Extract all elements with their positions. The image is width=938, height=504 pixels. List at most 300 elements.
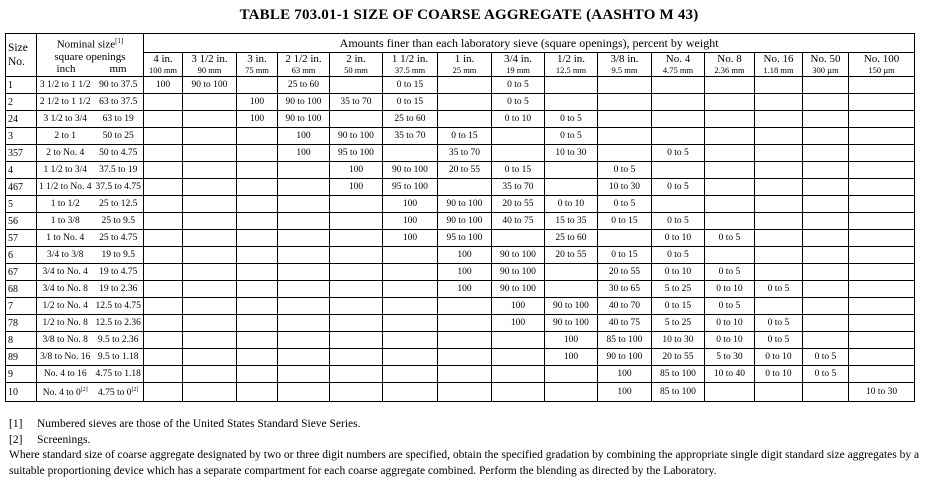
gradation-cell-text: 90 to 100 xyxy=(500,249,536,260)
gradation-cell xyxy=(755,247,803,264)
gradation-cell xyxy=(652,145,705,162)
gradation-cell xyxy=(652,196,705,213)
sieve-header xyxy=(237,53,278,77)
sieve-metric: 75 mm xyxy=(245,65,269,75)
gradation-cell xyxy=(330,77,383,94)
nominal-mm-cell xyxy=(94,383,144,402)
table-row xyxy=(6,383,915,402)
gradation-cell xyxy=(705,332,755,349)
nominal-inch-cell xyxy=(37,196,94,213)
gradation-cell xyxy=(183,366,237,383)
gradation-cell-text: 0 to 5 xyxy=(613,198,636,209)
gradation-cell xyxy=(849,196,915,213)
gradation-cell xyxy=(183,145,237,162)
gradation-cell xyxy=(652,213,705,230)
sieve-metric: 2.36 mm xyxy=(714,65,745,75)
sieve-metric: 150 µm xyxy=(868,65,895,75)
gradation-cell xyxy=(705,315,755,332)
gradation-cell xyxy=(598,111,652,128)
gradation-cell-text: 0 to 5 xyxy=(667,249,689,260)
gradation-cell xyxy=(755,94,803,111)
gradation-cell xyxy=(383,145,438,162)
gradation-cell xyxy=(598,196,652,213)
gradation-cell-text: 0 to 5 xyxy=(507,79,529,90)
nominal-mm-cell-text: 9.5 to 1.18 xyxy=(97,351,139,362)
gradation-cell xyxy=(492,111,545,128)
gradation-cell-text: 100 xyxy=(457,283,472,294)
gradation-cell xyxy=(849,77,915,94)
gradation-cell xyxy=(803,332,849,349)
gradation-cell xyxy=(545,247,598,264)
nominal-inch-cell xyxy=(37,77,94,94)
sieve-name: 4 in. xyxy=(153,53,173,65)
nominal-mm-cell xyxy=(94,366,144,383)
size-number-cell-text: 6 xyxy=(8,249,13,261)
square-openings-label: square openings xyxy=(54,50,126,63)
gradation-cell-text: 0 to 10 xyxy=(716,283,743,294)
size-number-cell xyxy=(6,77,37,94)
gradation-cell-text: 0 to 5 xyxy=(718,300,741,311)
gradation-cell xyxy=(652,264,705,281)
gradation-cell xyxy=(803,247,849,264)
gradation-cell xyxy=(755,281,803,298)
gradation-cell xyxy=(330,213,383,230)
screenings-footnote-ref: [2] xyxy=(131,387,139,393)
gradation-cell xyxy=(237,281,278,298)
sieve-header xyxy=(652,53,705,77)
gradation-cell xyxy=(330,332,383,349)
gradation-cell xyxy=(803,94,849,111)
sieve-metric: 100 mm xyxy=(148,65,178,75)
gradation-cell xyxy=(330,230,383,247)
size-number-cell xyxy=(6,366,37,383)
gradation-cell xyxy=(705,383,755,402)
gradation-cell-text: 5 to 25 xyxy=(664,283,692,294)
gradation-cell xyxy=(237,162,278,179)
gradation-cell xyxy=(755,77,803,94)
nominal-inch-cell-text: 3/8 to No. 16 xyxy=(40,351,91,362)
gradation-cell xyxy=(492,213,545,230)
size-number-cell xyxy=(6,196,37,213)
table-row xyxy=(6,94,915,111)
table-row xyxy=(6,111,915,128)
gradation-cell xyxy=(383,213,438,230)
gradation-cell xyxy=(237,332,278,349)
sieve-name: 2 1/2 in. xyxy=(285,53,322,65)
gradation-cell-text: 20 to 55 xyxy=(555,249,587,260)
gradation-cell xyxy=(144,264,183,281)
gradation-cell xyxy=(278,196,330,213)
gradation-cell-text: 100 xyxy=(563,334,579,345)
gradation-cell xyxy=(705,264,755,281)
size-number-cell-text: 68 xyxy=(8,283,18,295)
gradation-cell xyxy=(652,366,705,383)
table-row xyxy=(6,77,915,94)
footnote-1 xyxy=(9,417,934,433)
gradation-cell xyxy=(803,128,849,145)
gradation-cell xyxy=(237,77,278,94)
gradation-cell-text: 30 to 65 xyxy=(608,283,641,294)
gradation-cell xyxy=(652,94,705,111)
gradation-cell-text: 90 to 100 xyxy=(446,215,483,226)
table-row xyxy=(6,128,915,145)
gradation-cell xyxy=(438,179,492,196)
gradation-cell xyxy=(849,315,915,332)
gradation-cell-text: 100 xyxy=(563,351,579,362)
size-number-cell xyxy=(6,315,37,332)
gradation-cell xyxy=(755,349,803,366)
gradation-cell-text: 100 xyxy=(249,96,265,107)
nominal-inch-cell xyxy=(37,230,94,247)
nominal-mm-cell-text: 50 to 25 xyxy=(102,130,134,141)
gradation-cell xyxy=(183,162,237,179)
gradation-cell xyxy=(383,128,438,145)
gradation-cell xyxy=(849,111,915,128)
gradation-cell xyxy=(183,213,237,230)
gradation-cell-text: 0 to 5 xyxy=(718,232,741,243)
footnote-1-text: Numbered sieves are those of the United States Standard Sieve Series. xyxy=(37,418,361,430)
gradation-cell xyxy=(598,349,652,366)
gradation-cell xyxy=(545,281,598,298)
gradation-cell xyxy=(705,281,755,298)
gradation-cell xyxy=(278,281,330,298)
gradation-cell xyxy=(144,213,183,230)
sieve-header xyxy=(545,53,598,77)
gradation-cell xyxy=(545,94,598,111)
gradation-cell-text: 25 to 60 xyxy=(394,113,426,124)
nominal-inch-cell-text: 1 1/2 to No. 4 xyxy=(38,181,92,192)
gradation-cell xyxy=(383,230,438,247)
coarse-aggregate-table xyxy=(5,33,915,402)
sieve-name: 1/2 in. xyxy=(556,53,586,65)
gradation-cell xyxy=(803,196,849,213)
gradation-cell xyxy=(545,366,598,383)
gradation-cell xyxy=(705,145,755,162)
gradation-cell xyxy=(849,281,915,298)
gradation-cell-text: 0 to 15 xyxy=(664,300,692,311)
gradation-cell xyxy=(278,332,330,349)
gradation-cell-text: 100 xyxy=(249,113,265,124)
gradation-cell xyxy=(183,383,237,402)
nominal-mm-cell-text: 4.75 to 0 xyxy=(97,388,132,399)
gradation-cell xyxy=(183,230,237,247)
gradation-cell xyxy=(237,349,278,366)
gradation-cell-text: 100 xyxy=(510,300,526,311)
gradation-cell xyxy=(492,77,545,94)
gradation-cell xyxy=(849,247,915,264)
gradation-cell-text: 0 to 15 xyxy=(611,215,638,226)
sieve-name: 3 1/2 in. xyxy=(191,53,228,65)
gradation-cell xyxy=(598,298,652,315)
gradation-cell-text: 0 to 10 xyxy=(557,198,585,209)
sieve-metric: 25 mm xyxy=(452,65,477,75)
gradation-cell-text: 0 to 15 xyxy=(451,130,478,141)
gradation-cell xyxy=(183,264,237,281)
size-number-cell xyxy=(6,332,37,349)
nominal-inch-cell xyxy=(37,264,94,281)
gradation-cell xyxy=(803,162,849,179)
inch-label: inch xyxy=(56,62,76,75)
gradation-cell xyxy=(383,383,438,402)
nominal-inch-cell-text: 3 1/2 to 1 1/2 xyxy=(39,79,91,90)
gradation-cell xyxy=(330,264,383,281)
gradation-cell xyxy=(849,332,915,349)
nominal-inch-cell-text: 3/8 to No. 8 xyxy=(42,334,88,345)
gradation-cell xyxy=(652,383,705,402)
gradation-cell xyxy=(598,281,652,298)
nominal-mm-cell-text: 12.5 to 4.75 xyxy=(95,300,141,311)
nominal-mm-cell xyxy=(94,298,144,315)
gradation-cell xyxy=(598,383,652,402)
gradation-cell xyxy=(755,315,803,332)
gradation-cell xyxy=(755,111,803,128)
gradation-cell-text: 90 to 100 xyxy=(606,351,643,362)
nominal-inch-cell-text: 2 1/2 to 1 1/2 xyxy=(39,96,91,107)
gradation-cell xyxy=(545,145,598,162)
gradation-cell xyxy=(598,77,652,94)
gradation-cell xyxy=(438,230,492,247)
gradation-cell xyxy=(278,298,330,315)
table-row xyxy=(6,196,915,213)
gradation-cell xyxy=(652,128,705,145)
gradation-cell xyxy=(849,213,915,230)
gradation-cell-text: 90 to 100 xyxy=(446,198,483,209)
sieve-name: 1 in. xyxy=(454,53,475,65)
gradation-cell xyxy=(492,349,545,366)
gradation-cell-text: 0 to 10 xyxy=(664,232,692,243)
gradation-cell xyxy=(438,196,492,213)
gradation-cell-text: 95 to 100 xyxy=(338,147,374,158)
gradation-cell xyxy=(803,111,849,128)
sieve-name: No. 100 xyxy=(863,53,900,65)
footnote-2 xyxy=(9,433,934,449)
gradation-cell xyxy=(237,128,278,145)
gradation-cell xyxy=(755,332,803,349)
screenings-footnote-ref: [2] xyxy=(80,387,88,393)
gradation-cell-text: 20 to 55 xyxy=(608,266,641,277)
gradation-cell xyxy=(144,94,183,111)
gradation-cell xyxy=(183,281,237,298)
gradation-cell xyxy=(545,162,598,179)
gradation-cell-text: 40 to 75 xyxy=(502,215,534,226)
nominal-inch-cell xyxy=(37,315,94,332)
gradation-cell xyxy=(278,264,330,281)
gradation-cell xyxy=(438,315,492,332)
gradation-cell xyxy=(803,366,849,383)
gradation-cell-text: 90 to 100 xyxy=(338,130,374,141)
nominal-inch-cell xyxy=(37,213,94,230)
sieve-header xyxy=(755,53,803,77)
gradation-cell xyxy=(383,94,438,111)
gradation-cell-text: 100 xyxy=(348,181,364,192)
gradation-cell xyxy=(330,298,383,315)
nominal-mm-cell-text: 63 to 19 xyxy=(102,113,134,124)
gradation-cell xyxy=(278,383,330,402)
gradation-cell xyxy=(705,366,755,383)
size-number-cell xyxy=(6,213,37,230)
nominal-inch-cell-text: 3 1/2 to 3/4 xyxy=(43,113,88,124)
nominal-inch-cell xyxy=(37,179,94,196)
nominal-mm-cell-text: 25 to 4.75 xyxy=(99,232,138,243)
sieve-name: 3 in. xyxy=(247,53,267,65)
gradation-cell xyxy=(803,230,849,247)
gradation-cell xyxy=(849,94,915,111)
size-header-label: Size xyxy=(8,42,28,54)
gradation-cell xyxy=(278,315,330,332)
gradation-cell xyxy=(705,247,755,264)
size-number-cell-text: 78 xyxy=(8,317,18,329)
sieve-header xyxy=(598,53,652,77)
gradation-cell xyxy=(545,315,598,332)
sieve-name: No. 16 xyxy=(763,53,794,65)
gradation-cell xyxy=(330,281,383,298)
gradation-cell xyxy=(545,349,598,366)
gradation-cell xyxy=(849,349,915,366)
nominal-mm-cell xyxy=(94,332,144,349)
gradation-cell xyxy=(383,366,438,383)
nominal-mm-cell xyxy=(94,77,144,94)
gradation-cell xyxy=(598,315,652,332)
gradation-cell xyxy=(492,179,545,196)
gradation-cell xyxy=(705,196,755,213)
nominal-mm-cell xyxy=(94,162,144,179)
nominal-inch-cell-text: 3/4 to No. 4 xyxy=(42,266,88,277)
sieve-header xyxy=(492,53,545,77)
nominal-inch-cell-text: 1 to 1/2 xyxy=(50,198,80,209)
gradation-cell xyxy=(144,145,183,162)
size-no-header xyxy=(6,34,37,77)
gradation-cell xyxy=(278,247,330,264)
gradation-cell xyxy=(438,77,492,94)
nominal-mm-cell-text: 9.5 to 2.36 xyxy=(97,334,139,345)
gradation-cell xyxy=(183,247,237,264)
gradation-cell xyxy=(183,94,237,111)
gradation-cell xyxy=(237,366,278,383)
gradation-cell xyxy=(705,230,755,247)
amounts-finer-header: Amounts finer than each laboratory sieve (square openings), percent by weight xyxy=(144,34,915,53)
size-number-cell xyxy=(6,145,37,162)
gradation-cell xyxy=(705,128,755,145)
size-number-cell-text: 4 xyxy=(8,164,13,176)
nominal-mm-cell xyxy=(94,111,144,128)
gradation-cell-text: 95 to 100 xyxy=(446,232,483,243)
nominal-inch-cell-text: 1/2 to No. 8 xyxy=(42,317,88,328)
gradation-cell xyxy=(383,77,438,94)
gradation-cell xyxy=(545,298,598,315)
nominal-mm-cell-text: 25 to 9.5 xyxy=(101,215,135,226)
gradation-cell xyxy=(278,349,330,366)
nominal-mm-cell xyxy=(94,230,144,247)
nominal-mm-cell-text: 25 to 12.5 xyxy=(99,198,138,209)
gradation-cell-text: 10 to 30 xyxy=(866,386,898,397)
gradation-cell-text: 35 to 70 xyxy=(394,130,426,141)
gradation-cell xyxy=(598,162,652,179)
blending-note: Where standard size of coarse aggregate designated by two or three digit numbers are specified, obtain the specified gradation by combining the appropriate single digit standard size aggregates by a suitable proportioning device which has a separate compartment for each coarse aggregate combined. Perform the blending as directed by the Laboratory. xyxy=(9,449,920,477)
gradation-cell xyxy=(438,383,492,402)
nominal-inch-cell-text: 2 to 1 xyxy=(54,130,77,141)
gradation-cell xyxy=(803,77,849,94)
gradation-cell-text: 0 to 5 xyxy=(507,96,529,107)
gradation-cell xyxy=(330,349,383,366)
gradation-cell-text: 90 to 100 xyxy=(392,164,428,175)
nominal-inch-cell xyxy=(37,162,94,179)
size-number-cell-text: 8 xyxy=(8,334,13,346)
gradation-cell-text: 0 to 10 xyxy=(716,317,743,328)
gradation-cell-text: 0 to 5 xyxy=(767,317,790,328)
gradation-cell xyxy=(183,77,237,94)
gradation-cell xyxy=(492,264,545,281)
table-notes xyxy=(9,417,934,479)
nominal-mm-cell xyxy=(94,213,144,230)
size-number-cell-text: 56 xyxy=(8,215,18,227)
nominal-inch-cell xyxy=(37,383,94,402)
gradation-cell xyxy=(545,179,598,196)
gradation-cell xyxy=(237,264,278,281)
gradation-cell-text: 90 to 100 xyxy=(285,96,322,107)
size-number-cell-text: 5 xyxy=(8,198,13,210)
nominal-mm-cell xyxy=(94,128,144,145)
gradation-cell-text: 0 to 15 xyxy=(611,249,638,260)
gradation-cell xyxy=(438,264,492,281)
table-title: TABLE 703.01-1 SIZE OF COARSE AGGREGATE (AASHTO M 43) xyxy=(239,7,699,23)
gradation-cell-text: 0 to 10 xyxy=(664,266,692,277)
gradation-cell xyxy=(278,94,330,111)
gradation-cell xyxy=(330,145,383,162)
nominal-inch-cell-text: 1 to 3/8 xyxy=(50,215,80,226)
size-number-cell xyxy=(6,128,37,145)
gradation-cell-text: 90 to 100 xyxy=(553,317,589,328)
gradation-cell xyxy=(183,128,237,145)
gradation-cell xyxy=(492,315,545,332)
gradation-cell-text: 0 to 5 xyxy=(560,113,582,124)
gradation-cell xyxy=(278,128,330,145)
mm-label: mm xyxy=(109,62,127,75)
gradation-cell xyxy=(652,111,705,128)
size-number-cell xyxy=(6,111,37,128)
gradation-cell xyxy=(652,315,705,332)
sieve-header xyxy=(330,53,383,77)
gradation-cell-text: 100 xyxy=(457,249,472,260)
gradation-cell xyxy=(705,94,755,111)
gradation-cell xyxy=(803,179,849,196)
gradation-cell xyxy=(755,366,803,383)
gradation-cell xyxy=(492,162,545,179)
nominal-mm-cell-text: 19 to 2.36 xyxy=(99,283,138,294)
gradation-cell-text: 10 to 40 xyxy=(713,368,746,379)
gradation-cell xyxy=(183,179,237,196)
gradation-cell xyxy=(492,230,545,247)
gradation-cell-text: 40 to 75 xyxy=(608,317,641,328)
gradation-cell xyxy=(849,145,915,162)
nominal-inch-cell-text: 2 to No. 4 xyxy=(46,147,85,158)
gradation-cell xyxy=(237,145,278,162)
gradation-cell xyxy=(383,349,438,366)
gradation-cell xyxy=(849,264,915,281)
gradation-cell xyxy=(383,179,438,196)
sieve-header xyxy=(803,53,849,77)
gradation-cell xyxy=(330,111,383,128)
gradation-cell xyxy=(183,332,237,349)
gradation-cell xyxy=(705,298,755,315)
gradation-cell xyxy=(330,315,383,332)
gradation-cell xyxy=(144,128,183,145)
gradation-cell xyxy=(144,196,183,213)
nominal-inch-cell xyxy=(37,247,94,264)
gradation-cell xyxy=(330,247,383,264)
gradation-cell xyxy=(492,281,545,298)
gradation-cell xyxy=(183,196,237,213)
gradation-cell xyxy=(849,179,915,196)
